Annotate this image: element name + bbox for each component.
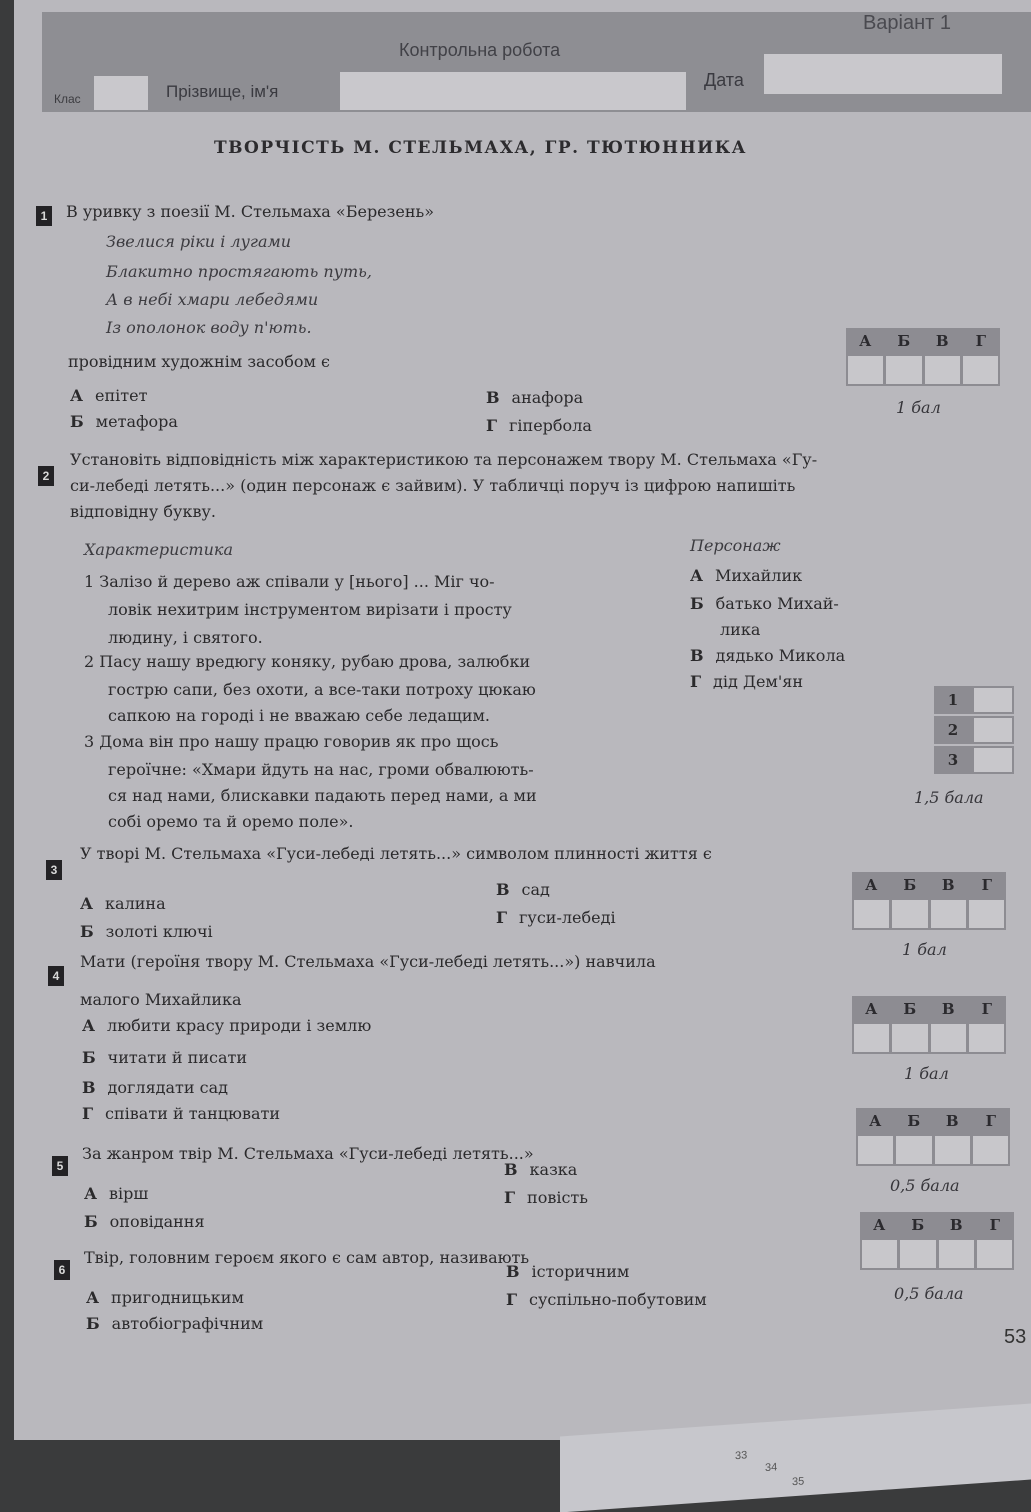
option-b: Б оповідання xyxy=(84,1212,205,1231)
name-label: Прізвище, ім'я xyxy=(166,82,279,101)
answer-cell[interactable] xyxy=(931,1024,966,1052)
option-b: Б золоті ключі xyxy=(80,922,213,941)
answer-cell[interactable] xyxy=(931,900,966,928)
question-prompt: У творі М. Стельмаха «Гуси-лебеді летять...» символом плинності життя є xyxy=(80,844,712,863)
sheet-number: 35 xyxy=(792,1475,805,1489)
answer-cell[interactable] xyxy=(892,900,927,928)
characteristic-line: героїчне: «Хмари йдуть на нас, громи обвалюють- xyxy=(108,760,534,779)
answer-cell[interactable] xyxy=(939,1240,974,1268)
name-field[interactable] xyxy=(340,72,686,110)
character-b: Б батько Михай- xyxy=(690,594,839,613)
question-prompt-line: си-лебеді летять...» (один персонаж є зайвим). У табличці поруч із цифрою напишіть xyxy=(70,476,796,495)
class-label: Клас xyxy=(54,92,81,106)
characteristic-line: собі оремо та й оремо поле». xyxy=(108,812,354,831)
answer-cell[interactable] xyxy=(973,1136,1008,1164)
option-g: Г суспільно-побутовим xyxy=(506,1290,707,1309)
answer-cell[interactable] xyxy=(848,356,883,384)
answer-cell[interactable] xyxy=(963,356,998,384)
score-label: 1 бал xyxy=(896,398,941,417)
question-prompt-line: Мати (героїня твору М. Стельмаха «Гуси-лебеді летять...») навчила xyxy=(80,952,656,971)
option-v: В історичним xyxy=(506,1262,630,1281)
option-b: Б читати й писати xyxy=(82,1048,247,1067)
page-title: ТВОРЧІСТЬ М. СТЕЛЬМАХА, ГР. ТЮТЮННИКА xyxy=(214,138,748,158)
question-prompt-line: Установіть відповідність між характеристикою та персонажем твору М. Стельмаха «Гу- xyxy=(70,450,818,469)
answer-grid: А Б В Г xyxy=(856,1108,1010,1166)
character-a: А Михайлик xyxy=(690,566,803,585)
characteristic-line: 2 Пасу нашу вредюгу коняку, рубаю дрова, залюбки xyxy=(84,652,531,671)
column-header-characteristic: Характеристика xyxy=(84,540,233,559)
answer-cell[interactable] xyxy=(900,1240,935,1268)
characteristic-line: ся над нами, блискавки падають перед нами, а ми xyxy=(108,786,537,805)
sheet-number: 33 xyxy=(735,1449,748,1463)
option-v: В анафора xyxy=(486,388,584,407)
worksheet-page xyxy=(14,0,1031,1440)
answer-cell[interactable] xyxy=(925,356,960,384)
characteristic-line: 1 Залізо й дерево аж співали у [нього] ... Міг чо- xyxy=(84,572,495,591)
match-answer-grid: 1 2 3 xyxy=(934,686,1014,776)
score-label: 0,5 бала xyxy=(890,1176,960,1195)
variant-label: Варіант 1 xyxy=(862,12,951,34)
characteristic-line: гострю сапи, без охоти, а все-таки потроху цюкаю xyxy=(108,680,536,699)
option-a: А любити красу природи і землю xyxy=(82,1016,372,1035)
answer-cell[interactable] xyxy=(969,900,1004,928)
answer-cell[interactable] xyxy=(862,1240,897,1268)
option-g: Г співати й танцювати xyxy=(82,1104,281,1123)
question-number: 1 xyxy=(36,206,52,226)
question-number: 5 xyxy=(52,1156,68,1176)
match-cell[interactable] xyxy=(972,686,1014,714)
character-g: Г дід Дем'ян xyxy=(690,672,804,691)
score-label: 1,5 бала xyxy=(914,788,984,807)
option-a: А пригодницьким xyxy=(86,1288,244,1307)
option-a: А калина xyxy=(80,894,166,913)
score-label: 0,5 бала xyxy=(894,1284,964,1303)
work-title: Контрольна робота xyxy=(399,40,561,60)
score-label: 1 бал xyxy=(902,940,947,959)
characteristic-line: людину, і святого. xyxy=(108,628,263,647)
date-label: Дата xyxy=(704,70,744,90)
answer-cell[interactable] xyxy=(896,1136,931,1164)
match-cell[interactable] xyxy=(972,716,1014,744)
answer-cell[interactable] xyxy=(886,356,921,384)
poem-line: А в небі хмари лебедями xyxy=(106,290,319,309)
option-v: В доглядати сад xyxy=(82,1078,228,1097)
column-header-character: Персонаж xyxy=(690,536,781,555)
poem-line: Блакитно простягають путь, xyxy=(106,262,372,281)
option-g: Г гіпербола xyxy=(486,416,592,435)
answer-cell[interactable] xyxy=(854,1024,889,1052)
character-b-cont: лика xyxy=(720,620,761,639)
answer-grid: А Б В Г xyxy=(860,1212,1014,1270)
question-prompt-line: малого Михайлика xyxy=(80,990,242,1009)
option-g: Г повість xyxy=(504,1188,588,1207)
option-v: В сад xyxy=(496,880,550,899)
option-v: В казка xyxy=(504,1160,578,1179)
question-number: 2 xyxy=(38,466,54,486)
option-b: Б автобіографічним xyxy=(86,1314,264,1333)
question-tail: провідним художнім засобом є xyxy=(68,352,330,371)
answer-grid: А Б В Г xyxy=(852,872,1006,930)
question-number: 6 xyxy=(54,1260,70,1280)
answer-cell[interactable] xyxy=(935,1136,970,1164)
option-g: Г гуси-лебеді xyxy=(496,908,616,927)
question-prompt: В уривку з поезії М. Стельмаха «Березень» xyxy=(66,202,435,221)
answer-cell[interactable] xyxy=(858,1136,893,1164)
score-label: 1 бал xyxy=(904,1064,949,1083)
date-field[interactable] xyxy=(764,54,1002,94)
question-prompt: За жанром твір М. Стельмаха «Гуси-лебеді летять...» xyxy=(82,1144,534,1163)
option-a: А вірш xyxy=(84,1184,149,1203)
characteristic-line: 3 Дома він про нашу працю говорив як про щось xyxy=(84,732,499,751)
page-number: 53 xyxy=(1004,1326,1027,1348)
poem-line: Із ополонок воду п'ють. xyxy=(106,318,312,337)
characteristic-line: ловік нехитрим інструментом вирізати і просту xyxy=(108,600,512,619)
answer-cell[interactable] xyxy=(854,900,889,928)
answer-cell[interactable] xyxy=(892,1024,927,1052)
option-a: А епітет xyxy=(70,386,148,405)
class-field[interactable] xyxy=(94,76,148,110)
answer-grid: А Б В Г xyxy=(852,996,1006,1054)
question-number: 4 xyxy=(48,966,64,986)
question-prompt: Твір, головним героєм якого є сам автор, називають xyxy=(84,1248,530,1267)
answer-cell[interactable] xyxy=(977,1240,1012,1268)
character-v: В дядько Микола xyxy=(690,646,846,665)
answer-grid: А Б В Г xyxy=(846,328,1000,386)
sheet-number: 34 xyxy=(765,1461,778,1475)
answer-cell[interactable] xyxy=(969,1024,1004,1052)
poem-line: Звелися ріки і лугами xyxy=(106,232,292,251)
question-prompt-line: відповідну букву. xyxy=(70,502,216,521)
question-number: 3 xyxy=(46,860,62,880)
option-b: Б метафора xyxy=(70,412,178,431)
match-cell[interactable] xyxy=(972,746,1014,774)
characteristic-line: сапкою на городі і не вважаю себе ледащим. xyxy=(108,706,491,725)
